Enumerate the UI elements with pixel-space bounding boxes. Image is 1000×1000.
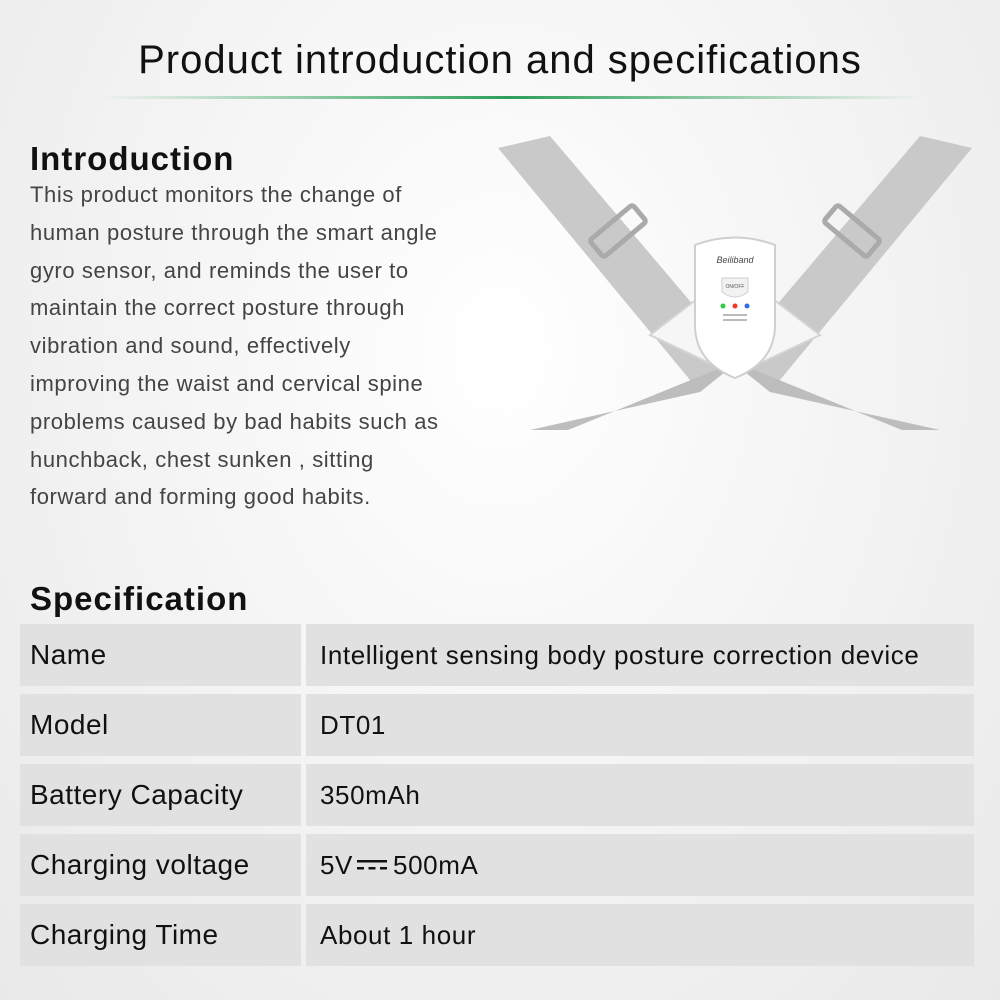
spec-label: Battery Capacity: [20, 764, 301, 826]
table-row: [20, 694, 974, 756]
spec-value: 350mAh: [306, 764, 974, 826]
spec-label: Charging voltage: [20, 834, 301, 896]
voltage-value: 5V: [320, 849, 354, 880]
dc-symbol-icon: [357, 858, 387, 872]
brand-label: Beiliband: [716, 255, 754, 265]
title-divider: [100, 96, 920, 99]
spec-value: DT01: [306, 694, 974, 756]
current-value: 500mA: [393, 849, 479, 880]
intro-paragraph: This product monitors the change of human posture through the smart angle gyro sensor, and reminds the user to maintain the correct posture through vibration and sound, effectively improving the waist and cervical spine problems caused by bad habits such as hunchback, chest sunken , sitting forward and forming good habits.: [30, 182, 439, 510]
page-title: Product introduction and specifications: [138, 38, 862, 82]
device-print-line: [723, 314, 747, 316]
spec-table: [20, 624, 974, 974]
table-row: [20, 904, 974, 966]
spec-label: Name: [20, 624, 301, 686]
red-led-icon: [733, 304, 738, 309]
green-led-icon: [721, 304, 726, 309]
spec-heading: Specification: [30, 580, 249, 617]
intro-heading: Introduction: [30, 140, 235, 177]
device-print-line: [723, 319, 747, 321]
spec-label: Model: [20, 694, 301, 756]
spec-value: [306, 834, 974, 896]
spec-value: Intelligent sensing body posture correction device: [306, 624, 974, 686]
blue-led-icon: [745, 304, 750, 309]
spec-label: Charging Time: [20, 904, 301, 966]
table-row: [20, 624, 974, 686]
spec-value: About 1 hour: [306, 904, 974, 966]
table-row: [20, 834, 974, 896]
power-button-label: ON/OFF: [725, 284, 745, 290]
posture-corrector-image: [490, 130, 980, 450]
table-row: [20, 764, 974, 826]
